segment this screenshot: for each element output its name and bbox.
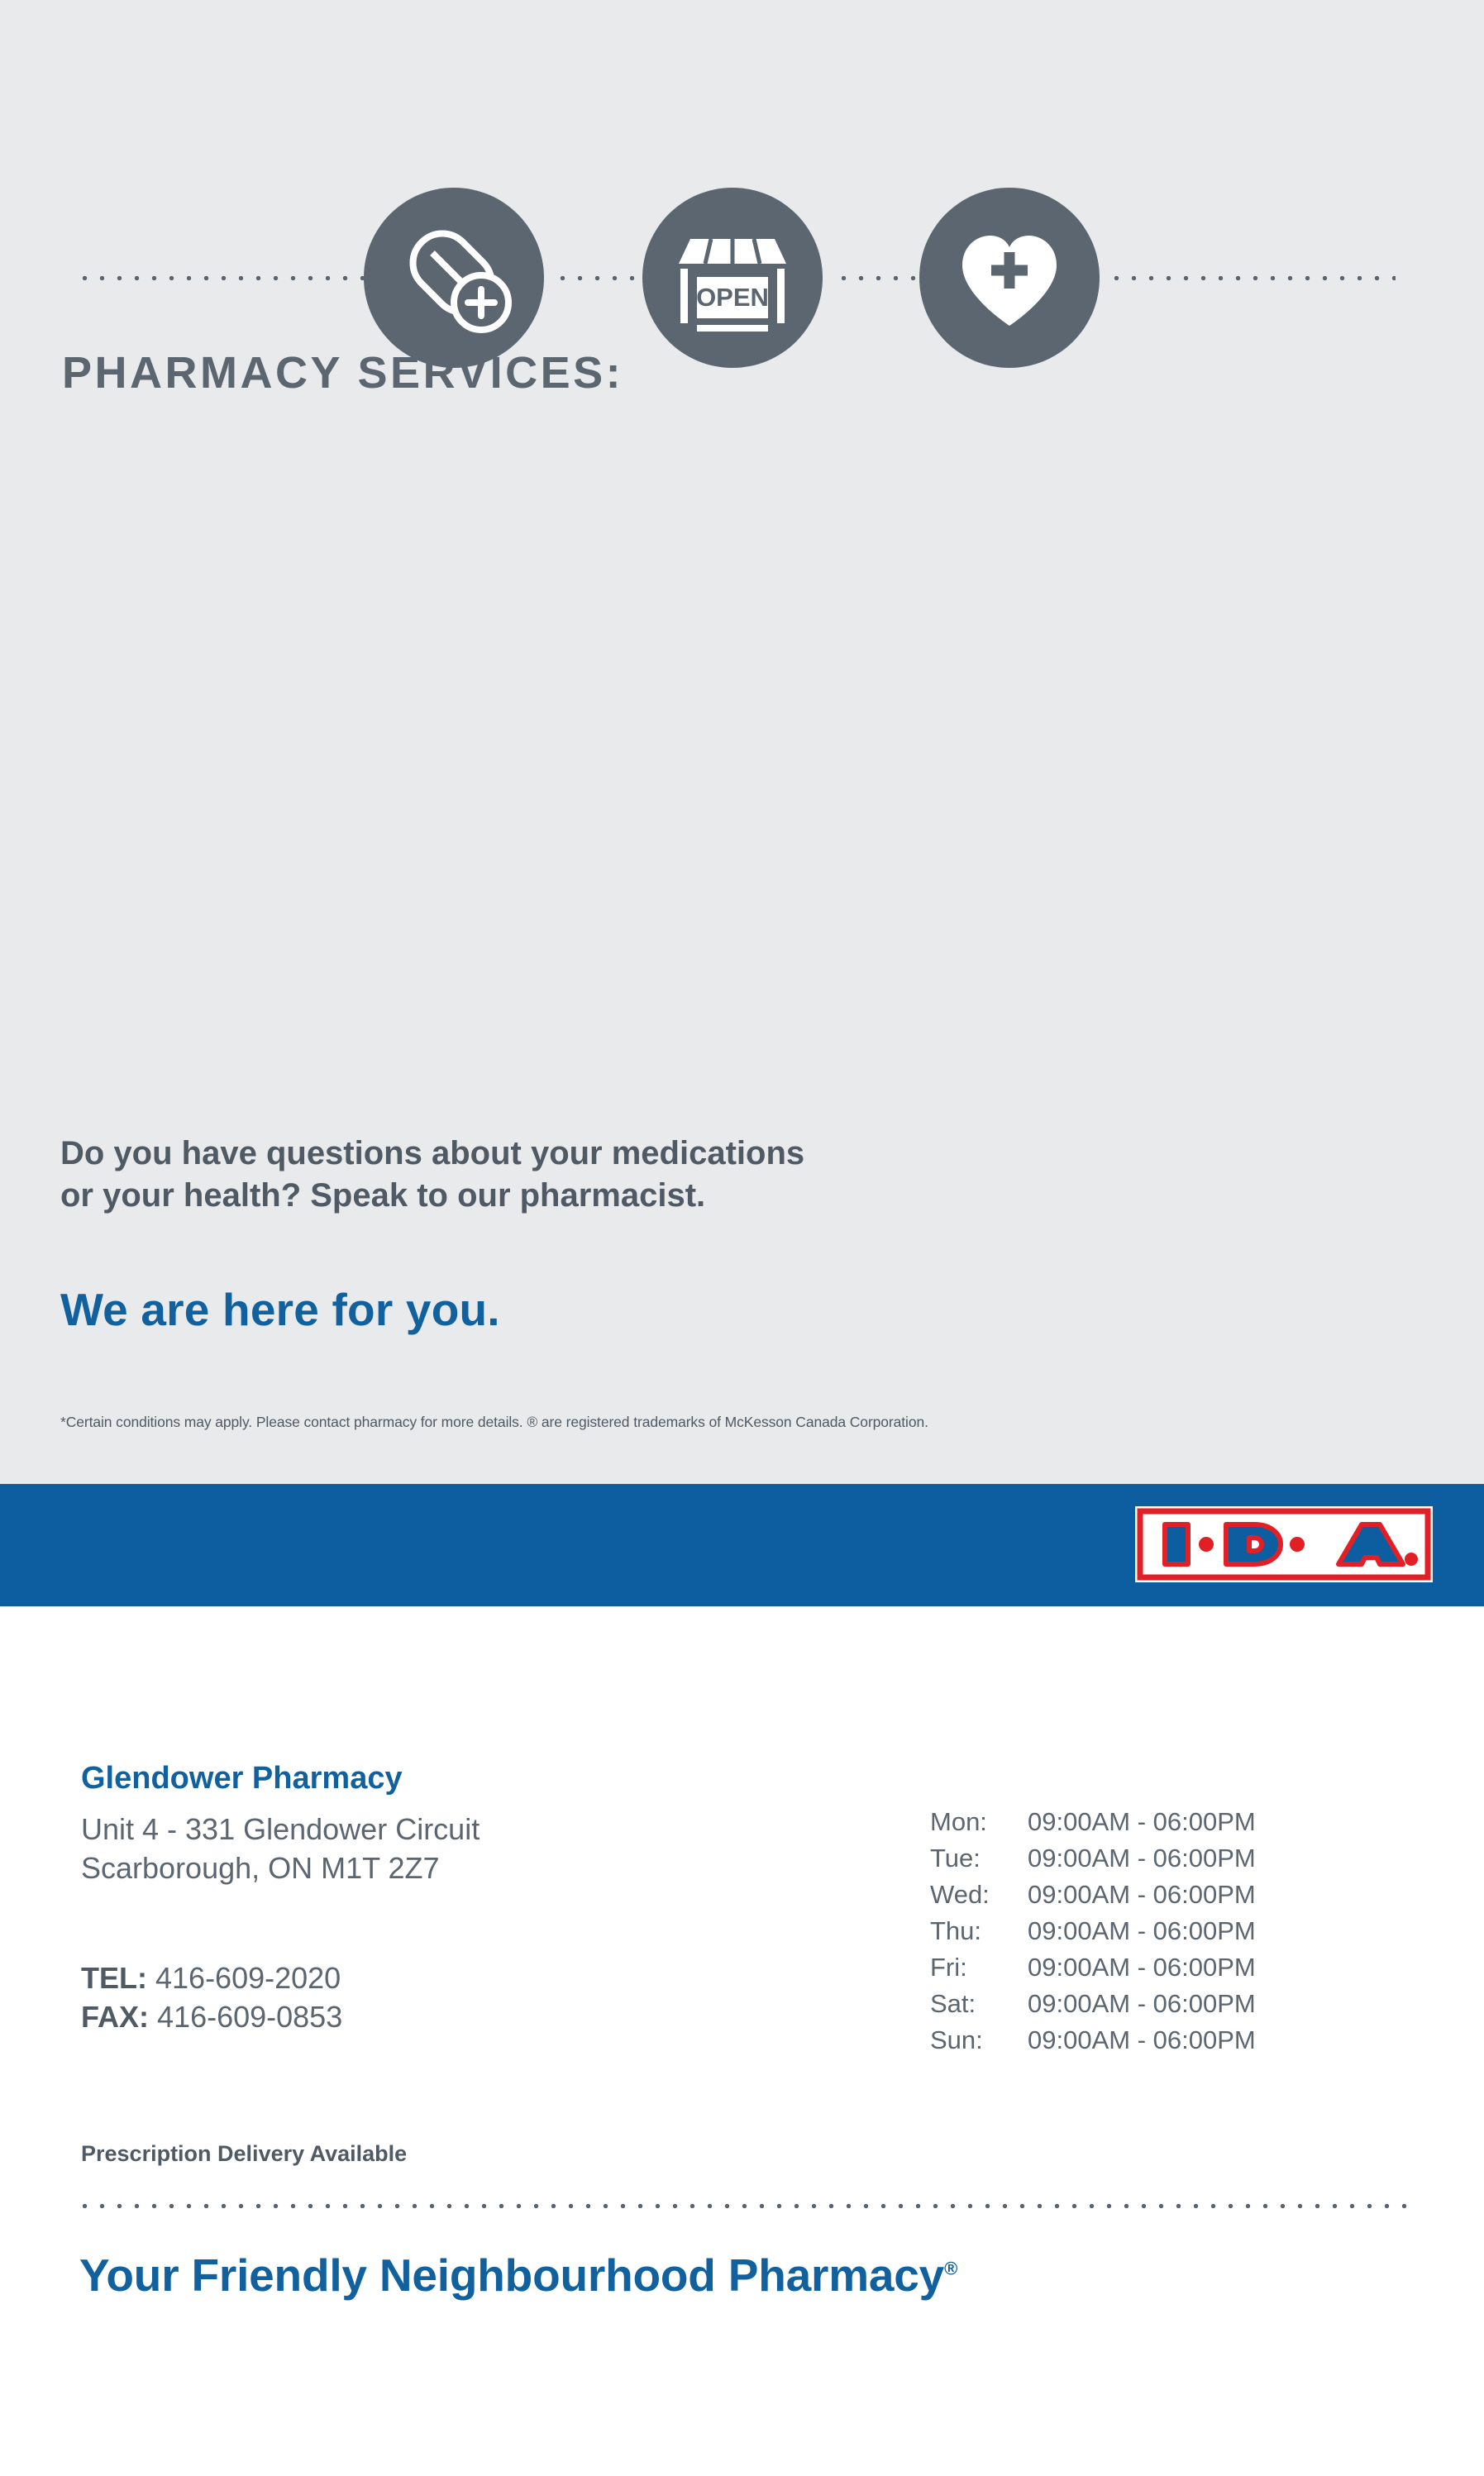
- hours-row: [930, 1877, 1256, 1913]
- address-line-1: Unit 4 - 331 Glendower Circuit: [81, 1812, 480, 1846]
- hours-row: [930, 1949, 1256, 1986]
- telephone-value: 416-609-2020: [155, 1961, 341, 1995]
- highlight-text: We are here for you.: [60, 1284, 500, 1335]
- hours-day: Mon:: [930, 1807, 987, 1836]
- dotted-divider-bottom: [76, 2203, 1407, 2209]
- hours-row: [930, 2022, 1256, 2059]
- contact-numbers: [81, 1959, 342, 2037]
- fax-label: FAX:: [81, 1999, 150, 2034]
- icon-strip: [0, 87, 1484, 312]
- hours-time: 09:00AM - 06:00PM: [1028, 1880, 1256, 1910]
- telephone-label: TEL:: [81, 1961, 147, 1995]
- hours-row: [930, 1804, 1256, 1840]
- store-address: [81, 1810, 480, 1888]
- hours-row: [930, 1986, 1256, 2022]
- telephone-row: [81, 1959, 342, 1998]
- store-hours: [930, 1804, 1256, 2059]
- hours-day: Wed:: [930, 1880, 990, 1910]
- footer-tagline: [79, 2249, 957, 2302]
- hours-row: [930, 1913, 1256, 1949]
- question-line-1: Do you have questions about your medications: [60, 1135, 805, 1171]
- hours-day: Thu:: [930, 1916, 982, 1946]
- hours-time: 09:00AM - 06:00PM: [1028, 1916, 1256, 1946]
- footer-tagline-registered: ®: [944, 2258, 958, 2279]
- hours-time: 09:00AM - 06:00PM: [1028, 1844, 1256, 1873]
- hours-day: Sun:: [930, 2025, 983, 2055]
- heart-plus-icon: [919, 188, 1100, 368]
- svg-text:OPEN: OPEN: [696, 283, 769, 312]
- address-line-2: Scarborough, ON M1T 2Z7: [81, 1850, 440, 1885]
- pill-capsule-plus-icon: [364, 188, 544, 368]
- store-name: Glendower Pharmacy: [81, 1761, 403, 1796]
- hours-day: Tue:: [930, 1844, 981, 1873]
- hours-time: 09:00AM - 06:00PM: [1028, 1953, 1256, 1982]
- fax-row: [81, 1998, 342, 2037]
- dotted-rule-between-2-3: [835, 275, 928, 281]
- dotted-rule-left: [76, 275, 375, 281]
- delivery-note: Prescription Delivery Available: [81, 2141, 408, 2166]
- hours-day: Fri:: [930, 1953, 967, 1982]
- ida-logo: [1135, 1506, 1433, 1582]
- dotted-rule-right: [1108, 275, 1396, 281]
- hours-day: Sat:: [930, 1989, 976, 2019]
- question-text: [60, 1133, 1234, 1217]
- page-title: PHARMACY SERVICES:: [62, 348, 624, 398]
- footer-tagline-text: Your Friendly Neighbourhood Pharmacy: [79, 2249, 945, 2301]
- fax-value: 416-609-0853: [157, 1999, 343, 2034]
- dotted-rule-between-1-2: [554, 275, 645, 281]
- hours-time: 09:00AM - 06:00PM: [1028, 2025, 1256, 2055]
- disclaimer-text: *Certain conditions may apply. Please contact pharmacy for more details. ® are registered trademarks of McKesson Canada Corporation.: [60, 1414, 928, 1430]
- hours-row: [930, 1840, 1256, 1877]
- question-line-2: or your health? Speak to our pharmacist.: [60, 1177, 706, 1214]
- hours-time: 09:00AM - 06:00PM: [1028, 1989, 1256, 2019]
- hours-time: 09:00AM - 06:00PM: [1028, 1807, 1256, 1836]
- storefront-open-sign-icon: [642, 188, 823, 368]
